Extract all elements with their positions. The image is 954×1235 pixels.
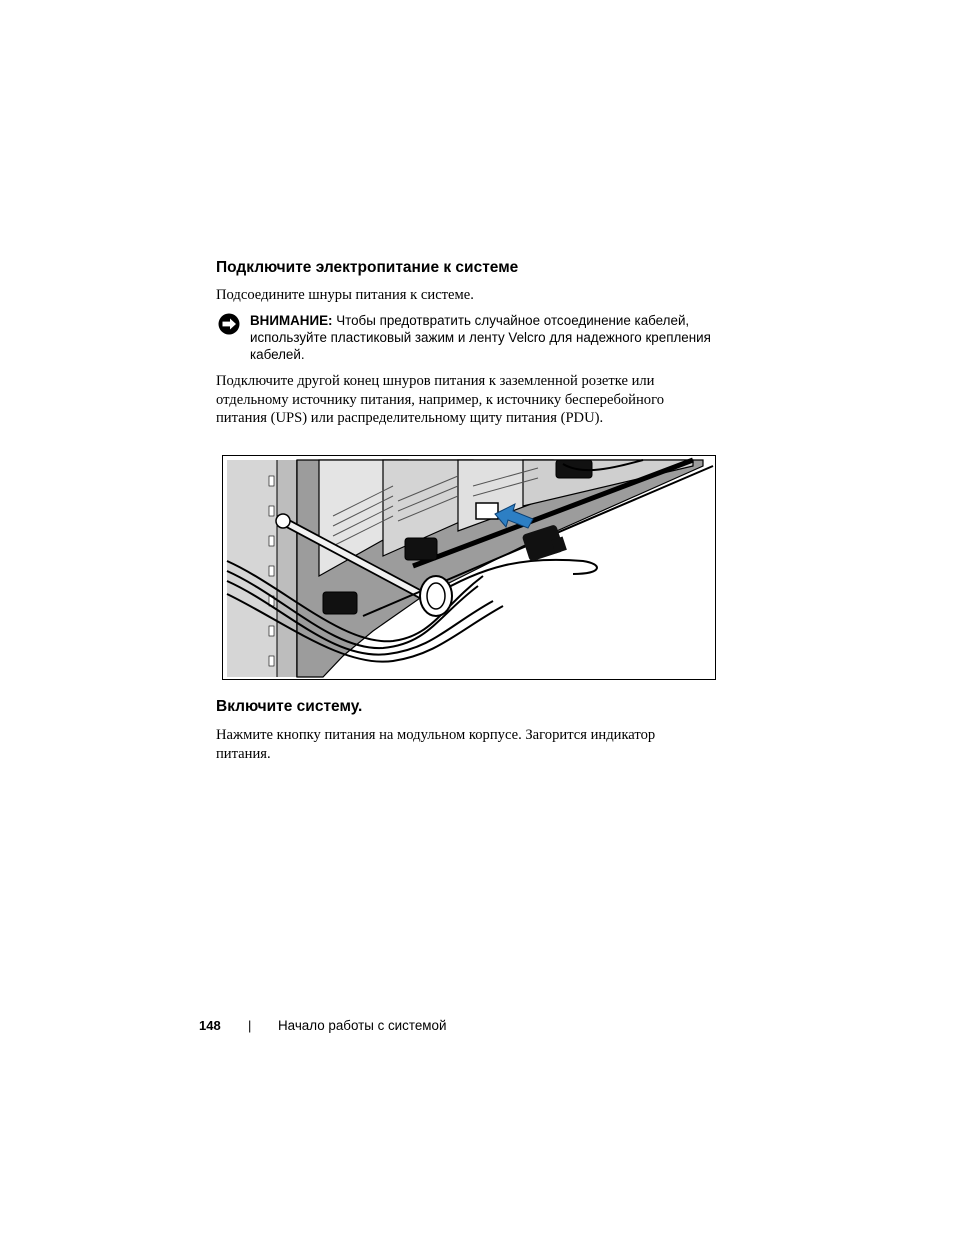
section-heading-power: Подключите электропитание к системе	[216, 259, 519, 276]
section-heading-turn-on: Включите систему.	[216, 698, 363, 715]
paragraph-outlet: Подключите другой конец шнуров питания к заземленной розетке или отдельному источнику питания, например, к источнику бесперебойного питания (UPS) или распределительному щиту питания (PDU).	[216, 373, 665, 426]
notice-icon	[218, 313, 240, 335]
footer-chapter-title: Начало работы с системой	[278, 1018, 447, 1033]
page-number: 148	[199, 1018, 221, 1033]
illustration-svg	[223, 456, 716, 680]
notice-text: Чтобы предотвратить случайное отсоединение кабелей, используйте пластиковый зажим и ленту Velcro для надежного крепления кабелей.	[250, 313, 711, 362]
paragraph-connect-cords: Подсоедините шнуры питания к системе.	[216, 287, 474, 303]
notice-label: ВНИМАНИЕ:	[250, 313, 333, 328]
footer-separator: |	[248, 1018, 252, 1033]
power-cord-illustration	[222, 455, 716, 680]
paragraph-power-button: Нажмите кнопку питания на модульном корпусе. Загорится индикатор питания.	[216, 727, 656, 762]
page-footer	[0, 1018, 954, 1038]
